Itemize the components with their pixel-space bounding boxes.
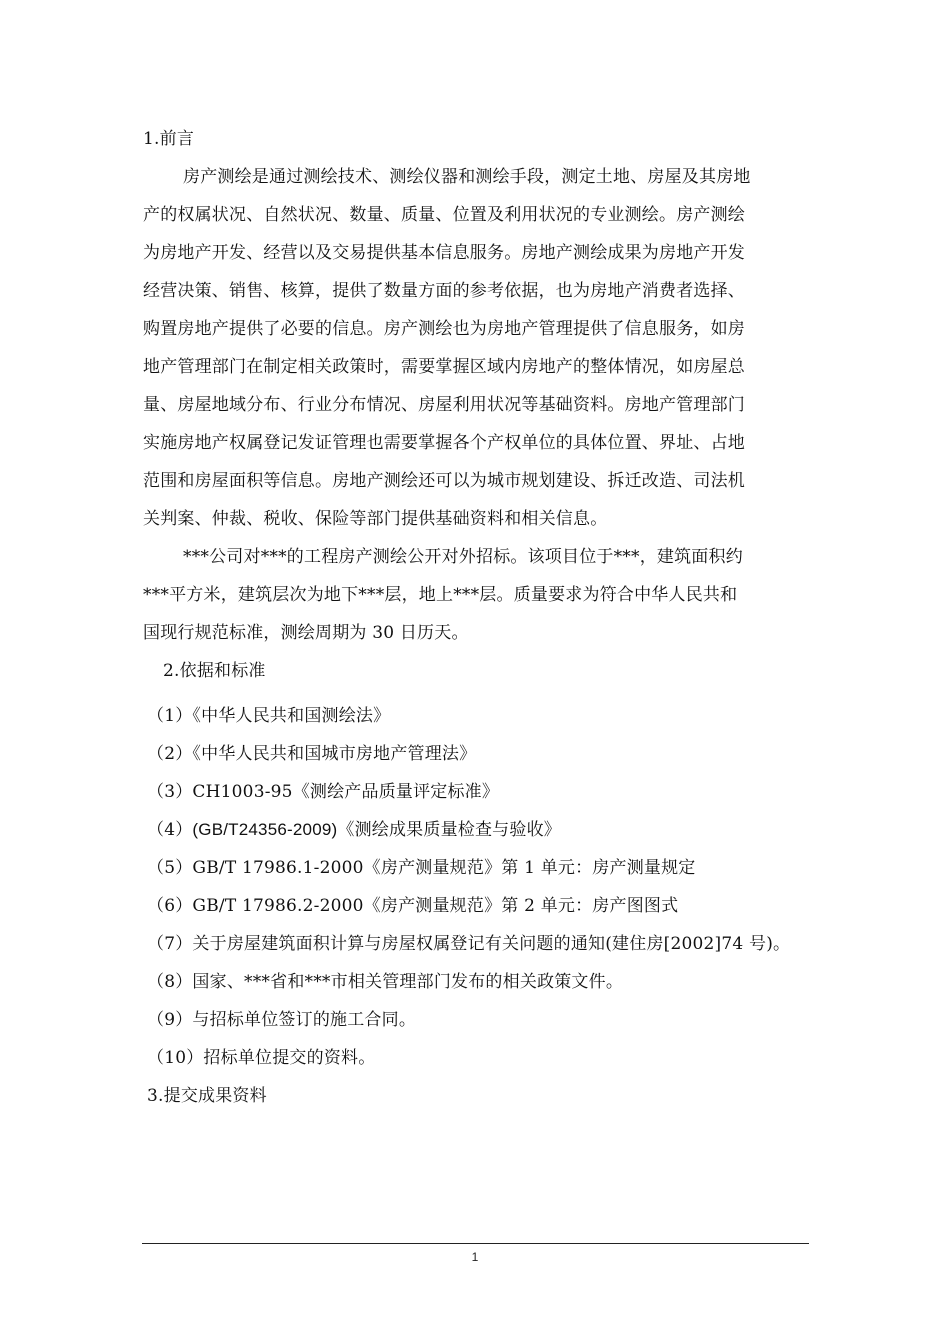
paragraph-line: 经营决策、销售、核算，提供了数量方面的参考依据，也为房地产消费者选择、 <box>143 281 745 301</box>
paragraph-line: 为房地产开发、经营以及交易提供基本信息服务。房地产测绘成果为房地产开发 <box>143 243 745 263</box>
reference-item: （9）与招标单位签订的施工合同。 <box>147 1010 417 1030</box>
reference-item: （6）GB/T 17986.2-2000《房产测量规范》第 2 单元：房产图图式 <box>147 896 679 916</box>
page-number: 1 <box>471 1250 479 1264</box>
paragraph-line: 范围和房屋面积等信息。房地产测绘还可以为城市规划建设、拆迁改造、司法机 <box>143 471 745 491</box>
paragraph-line: 国现行规范标准，测绘周期为 30 日历天。 <box>143 623 469 643</box>
section-1-heading: 1.前言 <box>143 129 195 149</box>
reference-code: (GB/T24356-2009) <box>192 820 338 839</box>
paragraph-line: 房产测绘是通过测绘技术、测绘仪器和测绘手段，测定土地、房屋及其房地 <box>183 167 751 187</box>
paragraph-line: 地产管理部门在制定相关政策时，需要掌握区域内房地产的整体情况，如房屋总 <box>143 357 745 377</box>
reference-item: （7）关于房屋建筑面积计算与房屋权属登记有关问题的通知(建住房[2002]74 号)。 <box>147 934 791 954</box>
section-2-heading: 2.依据和标准 <box>163 661 266 681</box>
footer-divider <box>142 1243 809 1244</box>
reference-number: （4） <box>147 820 193 840</box>
section-3-heading: 3.提交成果资料 <box>147 1086 267 1106</box>
paragraph-line: 量、房屋地域分布、行业分布情况、房屋利用状况等基础资料。房地产管理部门 <box>143 395 745 415</box>
paragraph-line: ***公司对***的工程房产测绘公开对外招标。该项目位于***，建筑面积约 <box>183 547 743 567</box>
paragraph-line: 购置房地产提供了必要的信息。房产测绘也为房地产管理提供了信息服务，如房 <box>143 319 745 339</box>
paragraph-line: ***平方米，建筑层次为地下***层，地上***层。质量要求为符合中华人民共和 <box>143 585 738 605</box>
reference-item: （10）招标单位提交的资料。 <box>147 1048 376 1068</box>
reference-item: （3）CH1003-95《测绘产品质量评定标准》 <box>147 782 500 802</box>
paragraph-line: 实施房地产权属登记发证管理也需要掌握各个产权单位的具体位置、界址、占地 <box>143 433 745 453</box>
reference-item <box>147 818 561 842</box>
reference-item: （5）GB/T 17986.1-2000《房产测量规范》第 1 单元：房产测量规定 <box>147 858 696 878</box>
reference-item: （2）《中华人民共和国城市房地产管理法》 <box>147 744 477 764</box>
reference-item: （8）国家、***省和***市相关管理部门发布的相关政策文件。 <box>147 972 624 992</box>
reference-item: （1）《中华人民共和国测绘法》 <box>147 706 391 726</box>
paragraph-line: 关判案、仲裁、税收、保险等部门提供基础资料和相关信息。 <box>143 509 608 529</box>
reference-title: 《测绘成果质量检查与验收》 <box>337 820 561 840</box>
paragraph-line: 产的权属状况、自然状况、数量、质量、位置及利用状况的专业测绘。房产测绘 <box>143 205 745 225</box>
